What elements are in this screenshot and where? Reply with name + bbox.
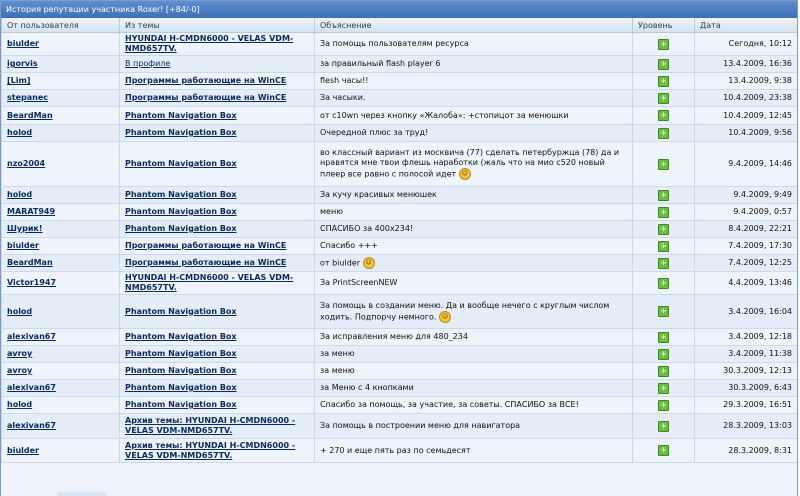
reason-cell [315, 73, 633, 90]
plus-icon: + [658, 110, 669, 121]
reason-cell [315, 204, 633, 221]
topic-cell [120, 125, 315, 142]
topic-link[interactable]: В профиле [125, 59, 171, 68]
user-link[interactable]: avroy [7, 366, 33, 375]
topic-cell [120, 414, 315, 439]
topic-link[interactable]: HYUNDAI H-CMDN6000 - VELAS VDM-NMD657TV. [125, 34, 294, 53]
reason-text: за Меню с 4 кнопками [320, 383, 414, 392]
table-row [2, 255, 799, 272]
table-row [2, 439, 799, 463]
topic-cell [120, 33, 315, 56]
user-link[interactable]: holod [7, 190, 33, 199]
table-row [2, 73, 799, 90]
table-row [2, 90, 799, 107]
plus-icon: + [658, 306, 669, 317]
reason-cell [315, 295, 633, 329]
table-row [2, 142, 799, 187]
from-user-cell [2, 295, 120, 329]
table-row [2, 238, 799, 255]
from-user-cell [2, 221, 120, 238]
from-user-cell [2, 346, 120, 363]
topic-link[interactable]: HYUNDAI H-CMDN6000 - VELAS VDM-NMD657TV. [125, 273, 294, 292]
col-from-user: От пользователя [2, 18, 120, 33]
level-cell [633, 204, 695, 221]
reason-cell [315, 142, 633, 187]
date-cell: 9.4.2009, 0:57 [695, 204, 799, 221]
reason-text: Спасибо за помощь, за участие, за советы. СПАСИБО за ВСЕ! [320, 400, 579, 409]
plus-icon: + [658, 332, 669, 343]
reason-text: от c10wn через кнопку «Жалоба»: +стопицот за менюшки [320, 110, 569, 120]
date-cell: 7.4.2009, 17:30 [695, 238, 799, 255]
date-cell: 7.4.2009, 12:25 [695, 255, 799, 272]
reason-text: СПАСИБО за 400x234! [320, 224, 414, 233]
reason-cell [315, 90, 633, 107]
topic-cell [120, 255, 315, 272]
level-cell [633, 107, 695, 125]
topic-cell [120, 142, 315, 187]
plus-icon: + [658, 383, 669, 394]
col-topic: Из темы [120, 18, 315, 33]
from-user-cell [2, 56, 120, 73]
date-cell: 28.3.2009, 13:03 [695, 414, 799, 439]
reason-text: flesh часы!! [320, 76, 369, 85]
from-user-cell [2, 204, 120, 221]
reason-cell [315, 414, 633, 439]
topic-link[interactable]: Phantom Navigation Box [125, 332, 237, 341]
reason-text: За помощь пользователям ресурса [320, 39, 469, 48]
plus-icon: + [658, 400, 669, 411]
level-cell [633, 187, 695, 204]
level-cell [633, 33, 695, 56]
reason-cell [315, 272, 633, 295]
topic-link[interactable]: Программы работающие на WinCE [125, 93, 287, 102]
reason-cell [315, 187, 633, 204]
plus-icon: + [658, 39, 669, 50]
col-date: Дата [695, 18, 799, 33]
reason-cell [315, 363, 633, 380]
user-link[interactable]: avroy [7, 349, 33, 358]
topic-link[interactable]: Phantom Navigation Box [125, 224, 237, 233]
reason-text: За помощь в построении меню для навигатора [320, 421, 521, 430]
plus-icon: + [658, 278, 669, 289]
topic-link[interactable]: Phantom Navigation Box [125, 128, 237, 137]
table-row [2, 125, 799, 142]
user-link[interactable]: biulder [7, 445, 40, 455]
table-row [2, 329, 799, 346]
plus-icon: + [658, 421, 669, 432]
user-link[interactable]: Шурик! [7, 224, 43, 233]
table-row [2, 295, 799, 329]
scroll-indicator [57, 492, 107, 496]
topic-link[interactable]: Phantom Navigation Box [125, 207, 237, 216]
date-cell: 13.4.2009, 16:36 [695, 56, 799, 73]
level-cell [633, 346, 695, 363]
level-cell [633, 295, 695, 329]
level-cell [633, 414, 695, 439]
plus-icon: + [658, 349, 669, 360]
reason-text: меню [320, 207, 343, 216]
topic-cell [120, 329, 315, 346]
reason-cell [315, 255, 633, 272]
reason-cell [315, 346, 633, 363]
topic-link[interactable]: Программы работающие на WinCE [125, 76, 287, 85]
table-row [2, 346, 799, 363]
level-cell [633, 439, 695, 463]
from-user-cell [2, 142, 120, 187]
reason-cell [315, 125, 633, 142]
topic-cell [120, 56, 315, 73]
from-user-cell [2, 90, 120, 107]
col-level: Уровень [633, 18, 695, 33]
reason-text: за меню [320, 349, 355, 358]
plus-icon: + [658, 241, 669, 252]
date-cell: 8.4.2009, 22:21 [695, 221, 799, 238]
reason-cell [315, 238, 633, 255]
table-row [2, 33, 799, 56]
level-cell [633, 255, 695, 272]
date-cell: 4.4.2009, 13:46 [695, 272, 799, 295]
reason-text: во классный вариант из москвича (77) сделать петербуржца (78) да и нравятся мне твои флешь наработки (жаль что на мио с520 новый плеер все равно с полосой идет [320, 148, 620, 179]
table-row [2, 187, 799, 204]
topic-link[interactable]: Phantom Navigation Box [125, 306, 237, 316]
reason-text: Спасибо +++ [320, 241, 378, 250]
topic-link[interactable]: Архив темы: HYUNDAI H-CMDN6000 - VELAS VDM-NMD657TV. [125, 440, 296, 460]
level-cell [633, 142, 695, 187]
reason-cell [315, 380, 633, 397]
plus-icon: + [658, 366, 669, 377]
table-row [2, 56, 799, 73]
user-link[interactable]: biulder [7, 241, 40, 250]
from-user-cell [2, 107, 120, 125]
reason-cell [315, 56, 633, 73]
reason-text: от biulder [320, 258, 360, 268]
date-cell: 10.4.2009, 23:38 [695, 90, 799, 107]
topic-link[interactable]: Phantom Navigation Box [125, 366, 237, 375]
topic-cell [120, 73, 315, 90]
plus-icon: + [658, 190, 669, 201]
reason-text: + 270 и еще пять раз по семьдесят [320, 445, 471, 455]
panel-title: История репутации участника Roxer! [+84/-0] [1, 1, 797, 18]
reputation-table [1, 18, 798, 463]
from-user-cell [2, 439, 120, 463]
from-user-cell [2, 329, 120, 346]
topic-cell [120, 187, 315, 204]
from-user-cell [2, 238, 120, 255]
reason-cell [315, 329, 633, 346]
topic-link[interactable]: Phantom Navigation Box [125, 159, 237, 168]
plus-icon: + [658, 445, 669, 456]
smiley-icon: ☺ [363, 257, 375, 269]
table-row [2, 204, 799, 221]
date-cell: 10.4.2009, 12:45 [695, 107, 799, 125]
table-row [2, 363, 799, 380]
reason-text: За часыки. [320, 93, 366, 102]
table-row [2, 397, 799, 414]
reason-text: за правильный flash player 6 [320, 59, 441, 68]
user-link[interactable]: stepanec [7, 93, 48, 102]
reason-text: за меню [320, 366, 355, 375]
topic-cell [120, 295, 315, 329]
table-row [2, 272, 799, 295]
topic-cell [120, 204, 315, 221]
from-user-cell [2, 397, 120, 414]
from-user-cell [2, 73, 120, 90]
level-cell [633, 238, 695, 255]
date-cell: 28.3.2009, 8:31 [695, 439, 799, 463]
reason-text: Очередной плюс за труд! [320, 128, 429, 137]
topic-link[interactable]: Программы работающие на WinCE [125, 241, 287, 250]
from-user-cell [2, 255, 120, 272]
topic-link[interactable]: Phantom Navigation Box [125, 400, 237, 409]
table-row [2, 380, 799, 397]
level-cell [633, 73, 695, 90]
level-cell [633, 221, 695, 238]
date-cell: 29.3.2009, 16:51 [695, 397, 799, 414]
topic-cell [120, 363, 315, 380]
level-cell [633, 125, 695, 142]
user-link[interactable]: holod [7, 400, 33, 409]
reason-cell [315, 221, 633, 238]
from-user-cell [2, 363, 120, 380]
table-row [2, 107, 799, 125]
plus-icon: + [658, 128, 669, 139]
topic-cell [120, 90, 315, 107]
topic-cell [120, 346, 315, 363]
reason-text: За помощь в создании меню. Да и вообще нечего с круглым числом ходить. Подпорчу немного. [320, 300, 610, 321]
plus-icon: + [658, 207, 669, 218]
date-cell: 13.4.2009, 9:38 [695, 73, 799, 90]
col-reason: Объяснение [315, 18, 633, 33]
topic-link[interactable]: Phantom Navigation Box [125, 383, 237, 392]
topic-cell [120, 221, 315, 238]
from-user-cell [2, 33, 120, 56]
reason-cell [315, 439, 633, 463]
user-link[interactable]: holod [7, 128, 33, 137]
level-cell [633, 56, 695, 73]
level-cell [633, 363, 695, 380]
level-cell [633, 397, 695, 414]
date-cell: 30.3.2009, 12:13 [695, 363, 799, 380]
date-cell: 30.3.2009, 6:43 [695, 380, 799, 397]
from-user-cell [2, 414, 120, 439]
reason-cell [315, 33, 633, 56]
user-link[interactable]: alexivan67 [7, 383, 56, 392]
topic-link[interactable]: Архив темы: HYUNDAI H-CMDN6000 - VELAS VDM-NMD657TV. [125, 416, 296, 435]
date-cell: 3.4.2009, 11:38 [695, 346, 799, 363]
topic-link[interactable]: Phantom Navigation Box [125, 349, 237, 358]
date-cell: 9.4.2009, 14:46 [695, 142, 799, 187]
plus-icon: + [658, 224, 669, 235]
date-cell: 9.4.2009, 9:49 [695, 187, 799, 204]
table-row [2, 414, 799, 439]
level-cell [633, 272, 695, 295]
level-cell [633, 380, 695, 397]
date-cell: 3.4.2009, 16:04 [695, 295, 799, 329]
reason-text: За кучу красивых менюшек [320, 190, 437, 199]
from-user-cell [2, 272, 120, 295]
level-cell [633, 329, 695, 346]
topic-cell [120, 380, 315, 397]
date-cell: 3.4.2009, 12:18 [695, 329, 799, 346]
topic-link[interactable]: Phantom Navigation Box [125, 110, 237, 120]
topic-cell [120, 397, 315, 414]
plus-icon: + [658, 159, 669, 170]
from-user-cell [2, 125, 120, 142]
date-cell: 10.4.2009, 9:56 [695, 125, 799, 142]
plus-icon: + [658, 76, 669, 87]
reason-cell [315, 397, 633, 414]
user-link[interactable]: BeardMan [7, 258, 53, 267]
user-link[interactable]: holod [7, 306, 33, 316]
user-link[interactable]: alexivan67 [7, 421, 56, 430]
user-link[interactable]: igorvis [7, 59, 38, 68]
user-link[interactable]: MARAT949 [7, 207, 56, 216]
plus-icon: + [658, 59, 669, 70]
user-link[interactable]: BeardMan [7, 110, 53, 120]
reason-text: За PrintScreenNEW [320, 278, 398, 287]
topic-cell [120, 272, 315, 295]
reason-cell [315, 107, 633, 125]
user-link[interactable]: Victor1947 [7, 278, 57, 287]
user-link[interactable]: [Lim] [7, 76, 31, 85]
table-header [2, 18, 799, 33]
user-link[interactable]: nzo2004 [7, 159, 46, 168]
table-row [2, 221, 799, 238]
date-cell: Сегодня, 10:12 [695, 33, 799, 56]
level-cell [633, 90, 695, 107]
topic-cell [120, 238, 315, 255]
topic-link[interactable]: Phantom Navigation Box [125, 190, 237, 199]
smiley-icon: ☺ [459, 168, 471, 180]
plus-icon: + [658, 258, 669, 269]
smiley-icon: ☺ [439, 311, 451, 323]
user-link[interactable]: alexivan67 [7, 332, 56, 341]
from-user-cell [2, 380, 120, 397]
topic-cell [120, 439, 315, 463]
reason-text: За исправления меню для 480_234 [320, 332, 468, 341]
plus-icon: + [658, 93, 669, 104]
topic-link[interactable]: Программы работающие на WinCE [125, 258, 287, 267]
from-user-cell [2, 187, 120, 204]
topic-cell [120, 107, 315, 125]
user-link[interactable]: biulder [7, 39, 40, 48]
